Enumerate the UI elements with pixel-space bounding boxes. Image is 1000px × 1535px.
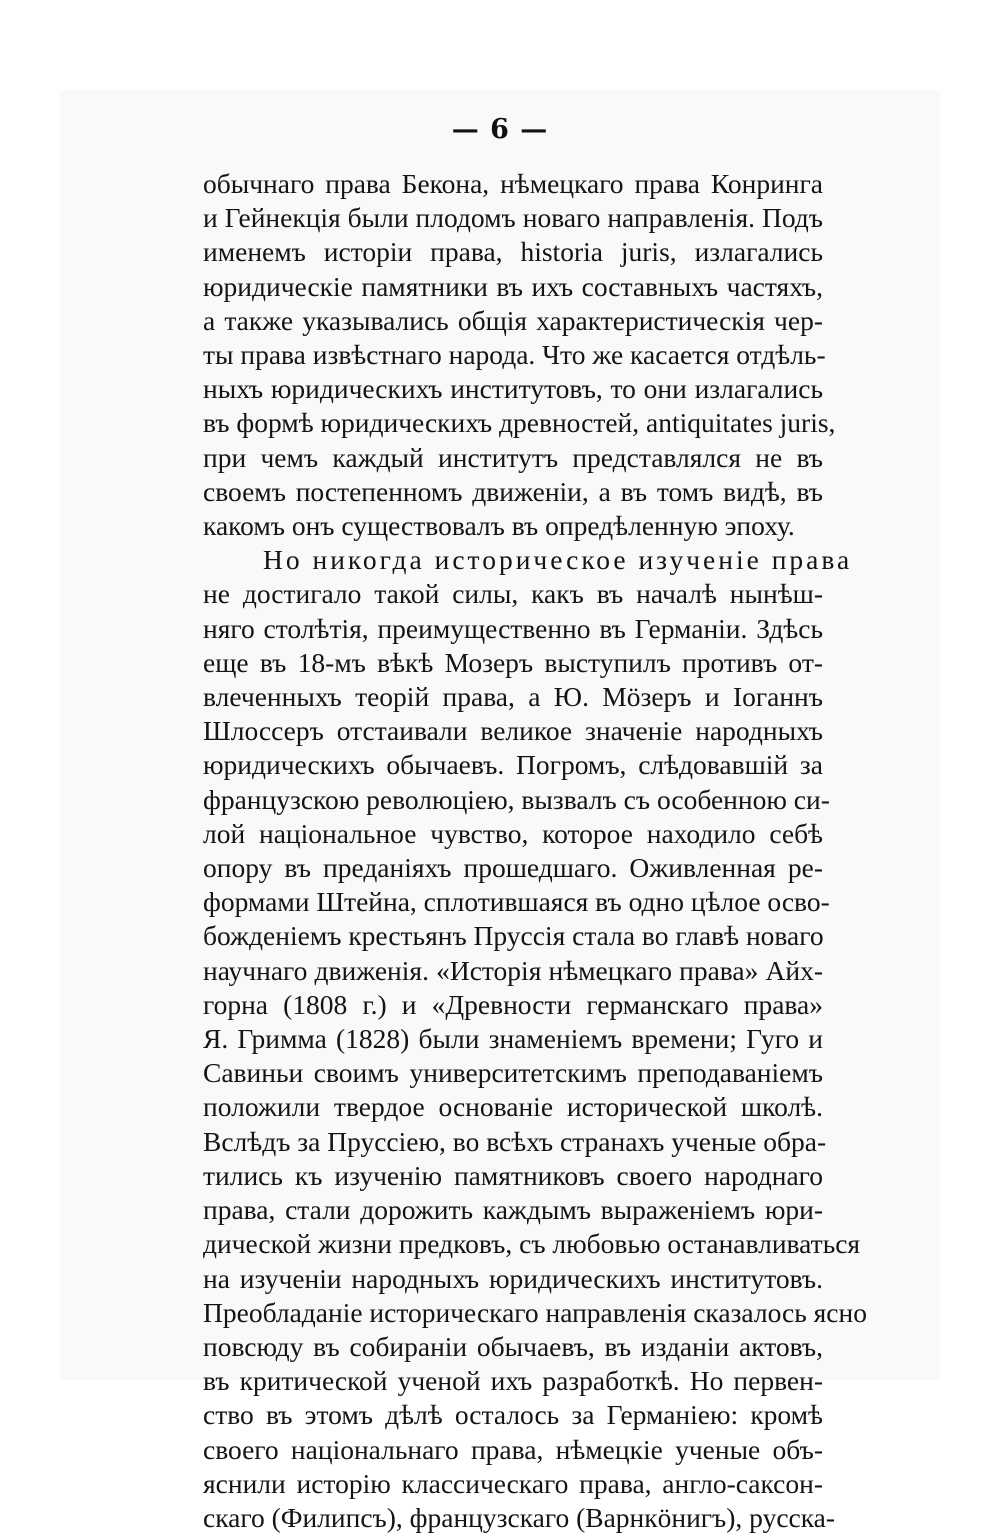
text-line: на изученіи народныхъ юридическихъ институтовъ. bbox=[203, 1262, 823, 1294]
text-line: божденіемъ крестьянъ Пруссія стала во главѣ новаго bbox=[203, 920, 824, 952]
text-line: научнаго движенія. «Исторія нѣмецкаго права» Айх- bbox=[203, 954, 823, 986]
text-line: ты права извѣстнаго народа. Что же касается отдѣль- bbox=[203, 339, 826, 371]
text-line: положили твердое основаніе исторической школѣ. bbox=[203, 1091, 823, 1123]
text-line: французскою революціею, вызвалъ съ особенною си- bbox=[203, 783, 830, 815]
text-line: не достигало такой силы, какъ въ началѣ нынѣш- bbox=[203, 578, 823, 610]
paragraph-start-line: Но никогда историческое изученіе права bbox=[263, 544, 853, 576]
text-line: формами Штейна, сплотившаяся въ одно цѣлое осво- bbox=[203, 886, 830, 918]
text-line: ство въ этомъ дѣлѣ осталось за Германіею: кромѣ bbox=[203, 1399, 823, 1431]
text-line: лой національное чувство, которое находило себѣ bbox=[203, 817, 823, 849]
text-line: скаго (Филипсъ), французскаго (Варнкӧнигъ), русска- bbox=[203, 1501, 836, 1533]
text-line: дической жизни предковъ, съ любовью останавливаться bbox=[203, 1228, 861, 1260]
text-line: Вслѣдъ за Пруссіею, во всѣхъ странахъ ученые обра- bbox=[203, 1125, 827, 1157]
body-text bbox=[203, 167, 867, 1535]
text-line: влеченныхъ теорій права, а Ю. Мӧзеръ и Іоганнъ bbox=[203, 681, 823, 713]
text-line: опору въ преданіяхъ прошедшаго. Оживленная ре- bbox=[203, 852, 823, 884]
text-line: еще въ 18-мъ вѣкѣ Мозеръ выступилъ противъ от- bbox=[203, 646, 823, 678]
text-line: юридическихъ обычаевъ. Погромъ, слѣдовавшій за bbox=[203, 749, 823, 781]
text-line: Савиньи своимъ университетскимъ преподаваніемъ bbox=[203, 1057, 823, 1089]
text-line: повсюду въ собираніи обычаевъ, въ изданіи актовъ, bbox=[203, 1330, 823, 1362]
text-line: своемъ постепенномъ движеніи, а въ томъ видѣ, въ bbox=[203, 475, 823, 507]
text-line: Я. Гримма (1828) были знаменіемъ времени; Гуго и bbox=[203, 1023, 823, 1055]
text-line: права, стали дорожить каждымъ выраженіемъ юри- bbox=[203, 1194, 823, 1226]
text-line: своего національнаго права, нѣмецкіе ученые объ- bbox=[203, 1433, 823, 1465]
text-line: въ формѣ юридическихъ древностей, antiquitates juris, bbox=[203, 407, 836, 439]
text-line: Шлоссеръ отстаивали великое значеніе народныхъ bbox=[203, 715, 823, 747]
page-number: — 6 — bbox=[451, 114, 549, 145]
text-line: яснили исторію классическаго права, англо-саксон- bbox=[203, 1467, 823, 1499]
text-line: при чемъ каждый институтъ представлялся не въ bbox=[203, 441, 823, 473]
text-line: какомъ онъ существовалъ въ опредѣленную эпоху. bbox=[203, 510, 795, 542]
text-line: няго столѣтія, преимущественно въ Германіи. Здѣсь bbox=[203, 612, 823, 644]
text-line: въ критической ученой ихъ разработкѣ. Но первен- bbox=[203, 1365, 823, 1397]
text-line: горна (1808 г.) и «Древности германскаго права» bbox=[203, 988, 823, 1020]
text-line: именемъ исторіи права, historia juris, излагались bbox=[203, 236, 823, 268]
text-line: обычнаго права Бекона, нѣмецкаго права Конринга bbox=[203, 168, 823, 199]
text-line: а также указывались общія характеристическія чер- bbox=[203, 304, 823, 336]
text-line: тились къ изученію памятниковъ своего народнаго bbox=[203, 1159, 823, 1191]
text-line: и Гейнекція были плодомъ новаго направленія. Подъ bbox=[203, 202, 823, 234]
text-line: Преобладаніе историческаго направленія сказалось ясно bbox=[203, 1296, 867, 1328]
text-line: ныхъ юридическихъ институтовъ, то они излагались bbox=[203, 373, 823, 405]
text-line: юридическіе памятники въ ихъ составныхъ частяхъ, bbox=[203, 270, 823, 302]
